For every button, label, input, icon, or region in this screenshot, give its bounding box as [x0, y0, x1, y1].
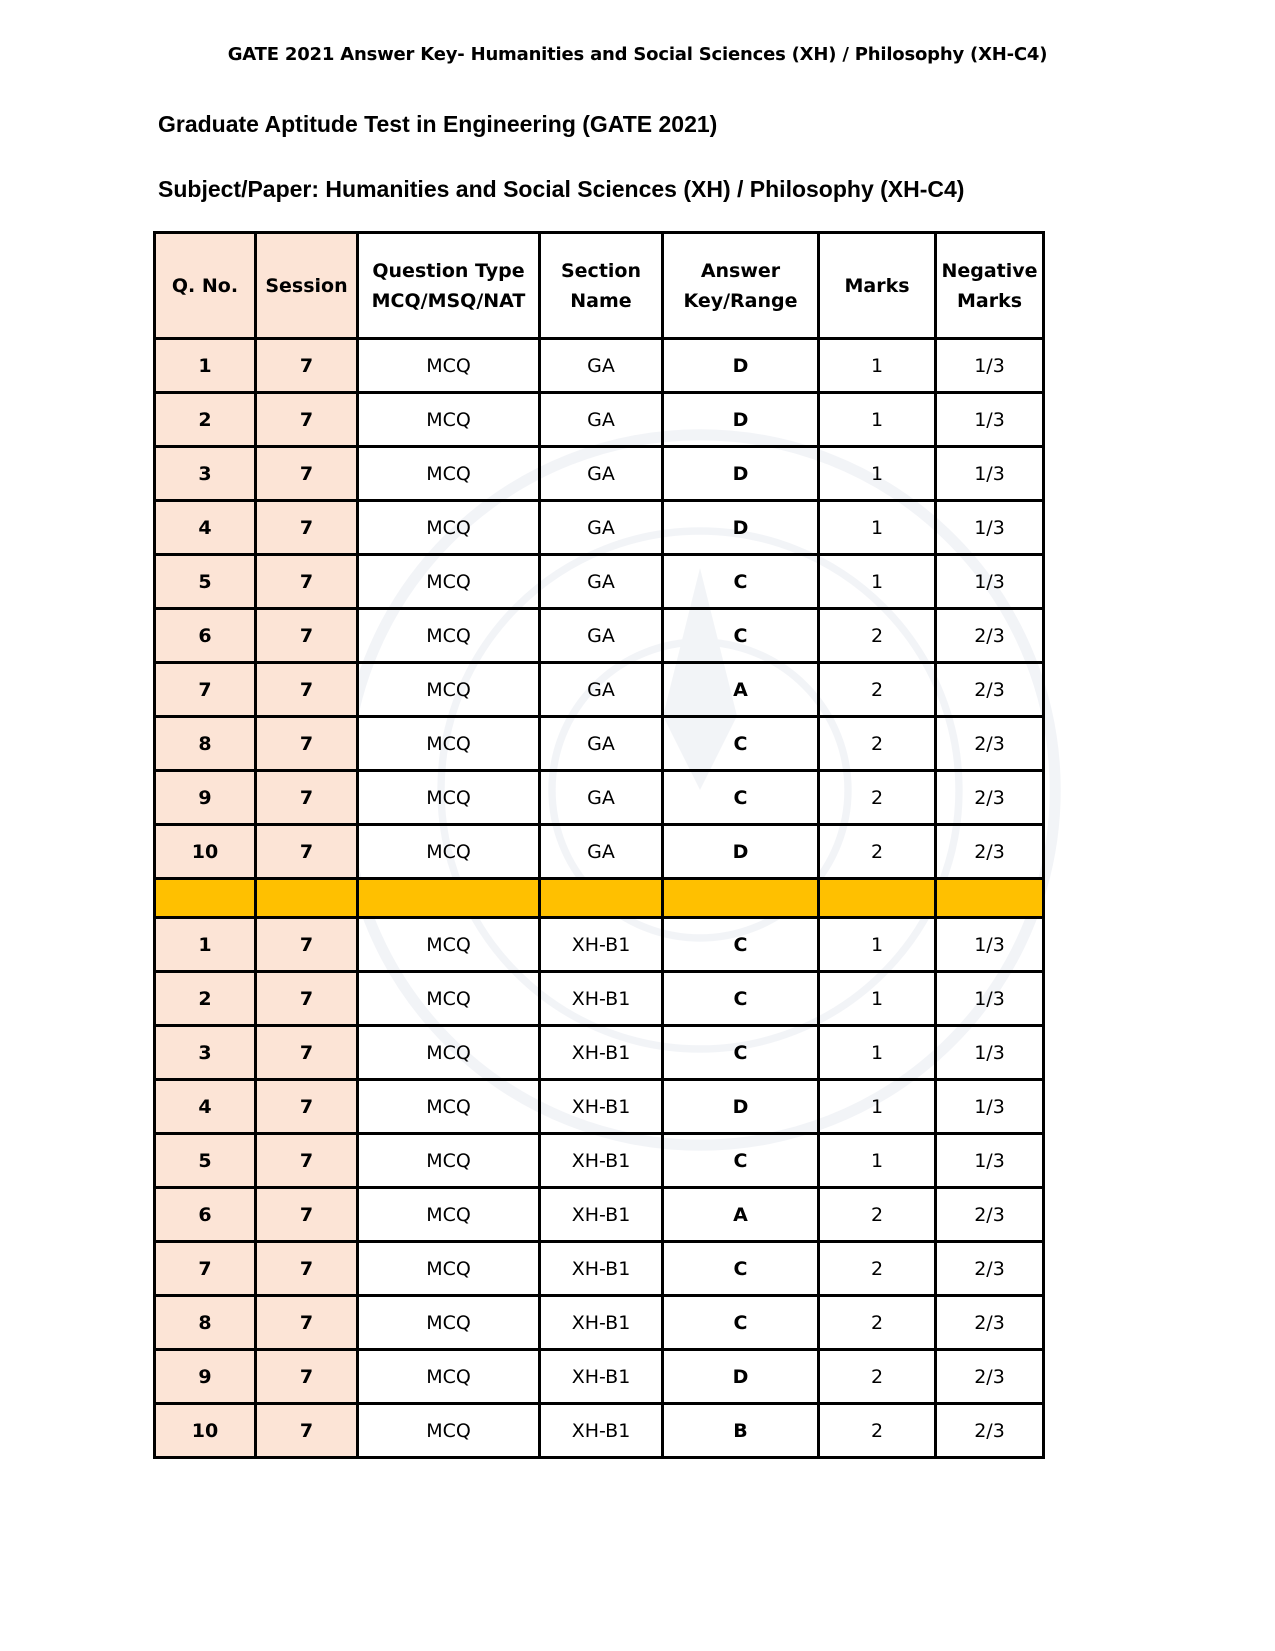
cell-marks: 1	[819, 501, 936, 555]
col-header-session: Session	[256, 233, 358, 339]
cell-marks: 2	[819, 825, 936, 879]
cell-session: 7	[256, 825, 358, 879]
cell-question-type: MCQ	[358, 825, 540, 879]
ga-section-rows	[155, 339, 1044, 879]
cell-qno: 5	[155, 555, 256, 609]
cell-session: 7	[256, 771, 358, 825]
cell-answer-key: C	[663, 555, 819, 609]
cell-qno: 1	[155, 339, 256, 393]
cell-question-type: MCQ	[358, 771, 540, 825]
cell-qno: 6	[155, 609, 256, 663]
table-row	[155, 1134, 1044, 1188]
cell-answer-key: D	[663, 447, 819, 501]
document-subtitle: Subject/Paper: Humanities and Social Sciences (XH) / Philosophy (XH-C4)	[158, 176, 965, 202]
cell-question-type: MCQ	[358, 1188, 540, 1242]
cell-answer-key: C	[663, 609, 819, 663]
cell-negative-marks: 2/3	[936, 717, 1044, 771]
cell-question-type: MCQ	[358, 1134, 540, 1188]
cell-section-name: XH-B1	[540, 1134, 663, 1188]
cell-negative-marks: 2/3	[936, 1296, 1044, 1350]
cell-qno: 8	[155, 1296, 256, 1350]
cell-question-type: MCQ	[358, 972, 540, 1026]
table-row	[155, 339, 1044, 393]
table-row	[155, 1404, 1044, 1458]
cell-section-name: XH-B1	[540, 1188, 663, 1242]
cell-marks: 1	[819, 447, 936, 501]
cell-question-type: MCQ	[358, 1296, 540, 1350]
cell-session: 7	[256, 1188, 358, 1242]
cell-answer-key: C	[663, 972, 819, 1026]
table-row	[155, 1080, 1044, 1134]
cell-question-type: MCQ	[358, 918, 540, 972]
col-header-question-type: Question Type MCQ/MSQ/NAT	[358, 233, 540, 339]
cell-negative-marks: 1/3	[936, 1080, 1044, 1134]
cell-negative-marks: 1/3	[936, 1026, 1044, 1080]
cell-marks: 1	[819, 339, 936, 393]
cell-section-name: GA	[540, 339, 663, 393]
cell-qno: 9	[155, 1350, 256, 1404]
cell-section-name: XH-B1	[540, 1296, 663, 1350]
cell-session: 7	[256, 393, 358, 447]
cell-marks: 2	[819, 1404, 936, 1458]
cell-answer-key: C	[663, 918, 819, 972]
cell-session: 7	[256, 663, 358, 717]
cell-qno: 7	[155, 663, 256, 717]
col-header-qno: Q. No.	[155, 233, 256, 339]
cell-session: 7	[256, 972, 358, 1026]
cell-qno: 2	[155, 972, 256, 1026]
cell-negative-marks: 1/3	[936, 918, 1044, 972]
table-row	[155, 717, 1044, 771]
cell-negative-marks: 1/3	[936, 393, 1044, 447]
cell-answer-key: C	[663, 1026, 819, 1080]
cell-section-name: XH-B1	[540, 918, 663, 972]
cell-section-name: XH-B1	[540, 1080, 663, 1134]
cell-question-type: MCQ	[358, 339, 540, 393]
cell-qno: 6	[155, 1188, 256, 1242]
xh-section-rows	[155, 918, 1044, 1458]
cell-negative-marks: 2/3	[936, 609, 1044, 663]
table-row	[155, 447, 1044, 501]
cell-negative-marks: 2/3	[936, 771, 1044, 825]
cell-qno: 10	[155, 825, 256, 879]
cell-session: 7	[256, 717, 358, 771]
cell-session: 7	[256, 1134, 358, 1188]
cell-qno: 4	[155, 1080, 256, 1134]
cell-section-name: XH-B1	[540, 1350, 663, 1404]
cell-session: 7	[256, 447, 358, 501]
cell-section-name: XH-B1	[540, 1242, 663, 1296]
table-row	[155, 972, 1044, 1026]
cell-answer-key: C	[663, 771, 819, 825]
col-header-negative-marks: Negative Marks	[936, 233, 1044, 339]
cell-question-type: MCQ	[358, 717, 540, 771]
cell-answer-key: D	[663, 825, 819, 879]
section-separator	[155, 879, 1044, 918]
cell-session: 7	[256, 1296, 358, 1350]
table-row	[155, 501, 1044, 555]
cell-marks: 1	[819, 1080, 936, 1134]
cell-answer-key: A	[663, 1188, 819, 1242]
table-row	[155, 771, 1044, 825]
cell-answer-key: D	[663, 339, 819, 393]
table-row	[155, 825, 1044, 879]
cell-answer-key: A	[663, 663, 819, 717]
col-header-section-name: Section Name	[540, 233, 663, 339]
cell-negative-marks: 2/3	[936, 663, 1044, 717]
cell-question-type: MCQ	[358, 393, 540, 447]
cell-negative-marks: 1/3	[936, 339, 1044, 393]
cell-marks: 2	[819, 1296, 936, 1350]
cell-section-name: GA	[540, 825, 663, 879]
cell-question-type: MCQ	[358, 1404, 540, 1458]
answer-key-table	[153, 231, 1045, 1459]
cell-session: 7	[256, 918, 358, 972]
cell-session: 7	[256, 339, 358, 393]
table-row	[155, 1350, 1044, 1404]
cell-question-type: MCQ	[358, 663, 540, 717]
cell-negative-marks: 1/3	[936, 447, 1044, 501]
cell-section-name: GA	[540, 609, 663, 663]
document-title: Graduate Aptitude Test in Engineering (GATE 2021)	[158, 111, 718, 137]
cell-question-type: MCQ	[358, 1242, 540, 1296]
separator-row	[155, 879, 1044, 918]
header-row	[155, 233, 1044, 339]
cell-answer-key: C	[663, 1134, 819, 1188]
cell-qno: 7	[155, 1242, 256, 1296]
cell-qno: 9	[155, 771, 256, 825]
col-header-marks: Marks	[819, 233, 936, 339]
cell-answer-key: D	[663, 501, 819, 555]
table-row	[155, 393, 1044, 447]
table-row	[155, 1026, 1044, 1080]
cell-question-type: MCQ	[358, 1080, 540, 1134]
cell-qno: 10	[155, 1404, 256, 1458]
cell-marks: 2	[819, 717, 936, 771]
cell-qno: 4	[155, 501, 256, 555]
table-row	[155, 1188, 1044, 1242]
cell-session: 7	[256, 1350, 358, 1404]
cell-qno: 5	[155, 1134, 256, 1188]
cell-section-name: GA	[540, 663, 663, 717]
cell-session: 7	[256, 609, 358, 663]
cell-question-type: MCQ	[358, 447, 540, 501]
cell-marks: 1	[819, 972, 936, 1026]
cell-session: 7	[256, 1242, 358, 1296]
cell-negative-marks: 1/3	[936, 972, 1044, 1026]
table-row	[155, 663, 1044, 717]
cell-section-name: GA	[540, 717, 663, 771]
cell-question-type: MCQ	[358, 501, 540, 555]
col-header-answer-key: Answer Key/Range	[663, 233, 819, 339]
cell-negative-marks: 2/3	[936, 1188, 1044, 1242]
cell-session: 7	[256, 1404, 358, 1458]
page-header: GATE 2021 Answer Key- Humanities and Social Sciences (XH) / Philosophy (XH-C4)	[227, 44, 1048, 65]
cell-section-name: GA	[540, 447, 663, 501]
cell-session: 7	[256, 555, 358, 609]
cell-marks: 2	[819, 663, 936, 717]
cell-section-name: XH-B1	[540, 1404, 663, 1458]
cell-qno: 3	[155, 1026, 256, 1080]
cell-answer-key: D	[663, 1350, 819, 1404]
cell-section-name: XH-B1	[540, 1026, 663, 1080]
cell-answer-key: D	[663, 1080, 819, 1134]
cell-negative-marks: 1/3	[936, 501, 1044, 555]
cell-negative-marks: 1/3	[936, 555, 1044, 609]
cell-question-type: MCQ	[358, 1350, 540, 1404]
cell-marks: 2	[819, 1350, 936, 1404]
cell-section-name: GA	[540, 555, 663, 609]
cell-section-name: GA	[540, 771, 663, 825]
cell-answer-key: C	[663, 717, 819, 771]
cell-answer-key: C	[663, 1242, 819, 1296]
cell-answer-key: B	[663, 1404, 819, 1458]
cell-qno: 8	[155, 717, 256, 771]
cell-question-type: MCQ	[358, 609, 540, 663]
table-row	[155, 918, 1044, 972]
cell-session: 7	[256, 1026, 358, 1080]
cell-session: 7	[256, 501, 358, 555]
table-row	[155, 555, 1044, 609]
cell-marks: 1	[819, 1026, 936, 1080]
cell-session: 7	[256, 1080, 358, 1134]
cell-negative-marks: 2/3	[936, 1242, 1044, 1296]
cell-section-name: GA	[540, 393, 663, 447]
cell-marks: 2	[819, 609, 936, 663]
table-row	[155, 1296, 1044, 1350]
cell-marks: 1	[819, 1134, 936, 1188]
cell-qno: 1	[155, 918, 256, 972]
table-row	[155, 609, 1044, 663]
cell-qno: 3	[155, 447, 256, 501]
cell-section-name: GA	[540, 501, 663, 555]
table-row	[155, 1242, 1044, 1296]
cell-question-type: MCQ	[358, 555, 540, 609]
cell-negative-marks: 2/3	[936, 825, 1044, 879]
cell-section-name: XH-B1	[540, 972, 663, 1026]
cell-marks: 2	[819, 771, 936, 825]
cell-qno: 2	[155, 393, 256, 447]
cell-negative-marks: 2/3	[936, 1350, 1044, 1404]
cell-marks: 1	[819, 393, 936, 447]
cell-answer-key: C	[663, 1296, 819, 1350]
cell-negative-marks: 1/3	[936, 1134, 1044, 1188]
cell-question-type: MCQ	[358, 1026, 540, 1080]
cell-marks: 1	[819, 918, 936, 972]
cell-marks: 2	[819, 1242, 936, 1296]
cell-marks: 1	[819, 555, 936, 609]
cell-marks: 2	[819, 1188, 936, 1242]
cell-answer-key: D	[663, 393, 819, 447]
cell-negative-marks: 2/3	[936, 1404, 1044, 1458]
